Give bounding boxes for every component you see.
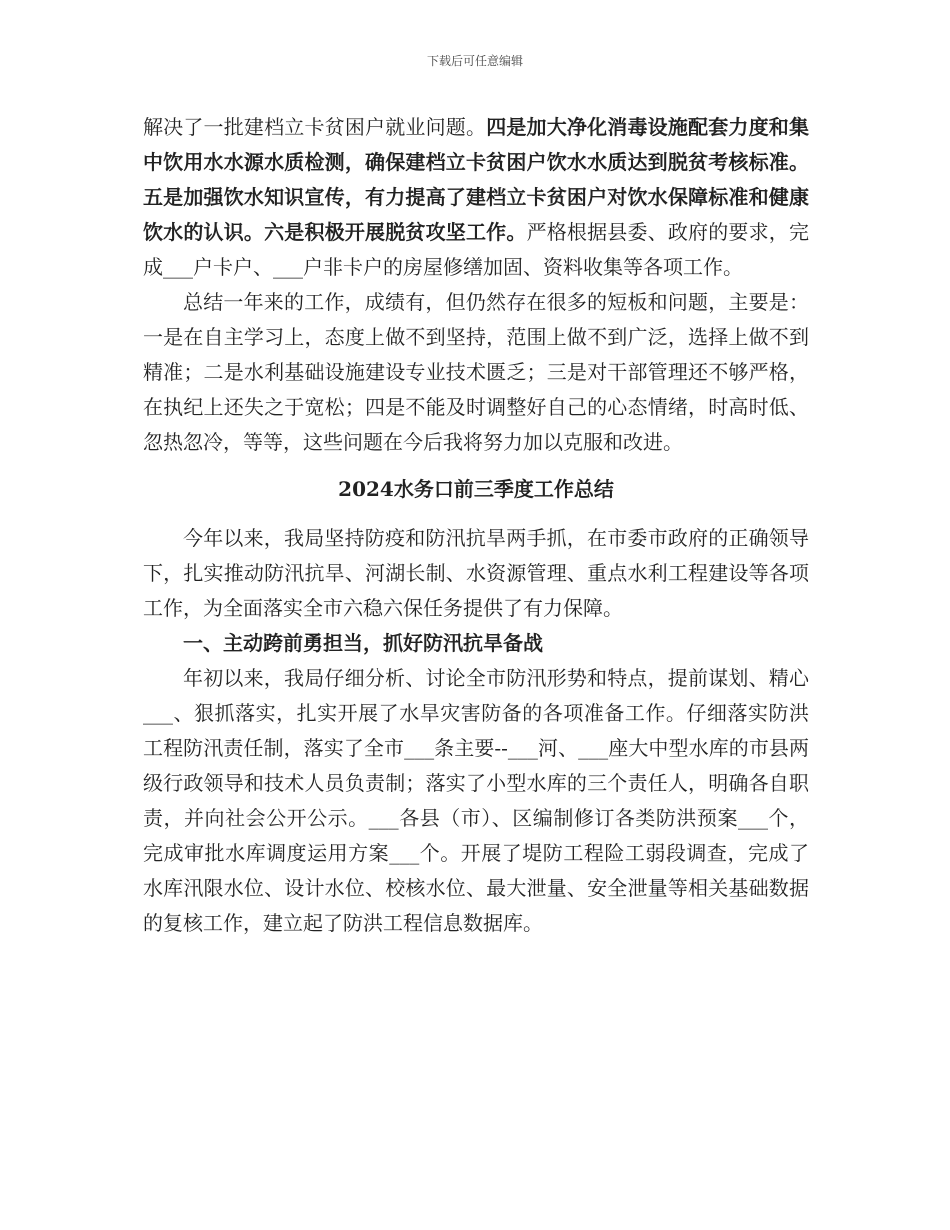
section-title: 2024水务口前三季度工作总结 [338, 477, 614, 501]
paragraph-1-plain-end: 严格根据县委、政府的要求，完成___户卡户、___户非卡户的房屋修缮加固、资料收集等各项工作。 [143, 220, 809, 279]
paragraph-1-bold-text: 四是加大净化消毒设施配套力度和集中饮用水水源水质检测，确保建档立卡贫困户饮水水质达到脱贫考核标准。五是加强饮水知识宣传，有力提高了建档立卡贫困户对饮水保障标准和健康饮水的认识。六是积极开展脱贫攻坚工作。 [143, 115, 809, 244]
subheading-1: 一、主动跨前勇担当，抓好防汛抗旱备战 [183, 631, 543, 655]
paragraph-2: 总结一年来的工作，成绩有，但仍然存在很多的短板和问题，主要是：一是在自主学习上，态度上做不到坚持，范围上做不到广泛，选择上做不到精准；二是水利基础设施建设专业技术匮乏；三是对干部管理还不够严格，在执纪上还失之于宽松；四是不能及时调整好自己的心态情绪，时高时低、忽热忽冷，等等，这些问题在今后我将努力加以克服和改进。 [143, 290, 809, 454]
paragraph-1-plain-start: 解决了一批建档立卡贫困户就业问题。 [143, 115, 487, 139]
page-header: 下载后可任意编辑 [426, 54, 523, 68]
document-body [143, 110, 809, 941]
paragraph-4: 年初以来，我局仔细分析、讨论全市防汛形势和特点，提前谋划、精心___、狠抓落实，扎实开展了水旱灾害防备的各项准备工作。仔细落实防洪工程防汛责任制，落实了全市___条主要--___河、___座大中型水库的市县两级行政领导和技术人员负责制；落实了小型水库的三个责任人，明确各自职责，并向社会公开公示。___各县（市）、区编制修订各类防洪预案___个，完成审批水库调度运用方案___个。开展了堤防工程险工弱段调查，完成了水库汛限水位、设计水位、校核水位、最大泄量、安全泄量等相关基础数据的复核工作，建立起了防洪工程信息数据库。 [143, 666, 809, 935]
paragraph-3: 今年以来，我局坚持防疫和防汛抗旱两手抓，在市委市政府的正确领导下，扎实推动防汛抗旱、河湖长制、水资源管理、重点水利工程建设等各项工作，为全面落实全市六稳六保任务提供了有力保障。 [143, 526, 809, 620]
paragraph-1 [143, 110, 809, 285]
